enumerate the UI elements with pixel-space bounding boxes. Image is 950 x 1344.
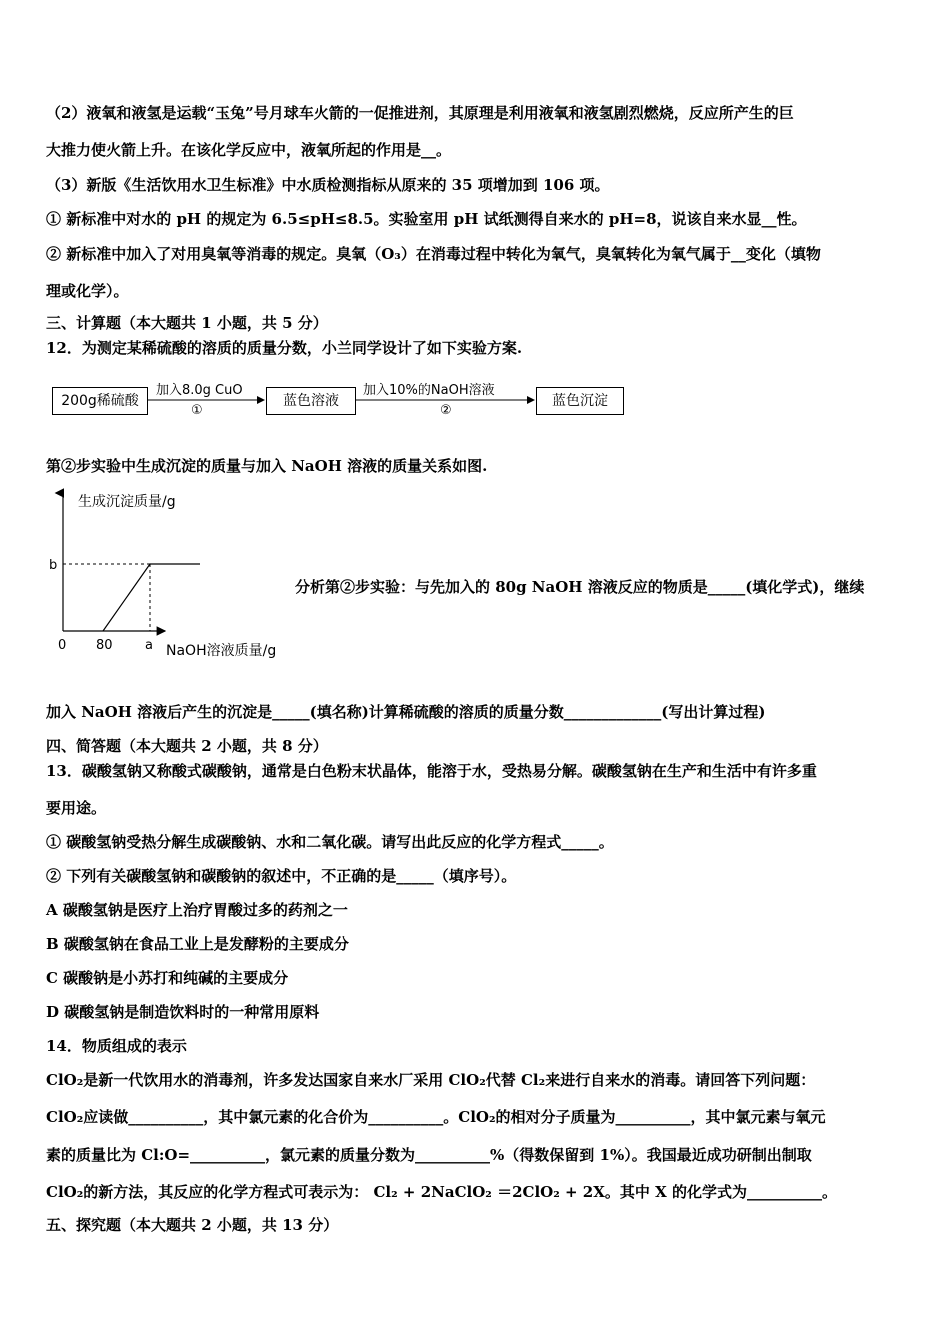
text-line: ClO₂的新方法，其反应的化学方程式可表示为： Cl₂ + 2NaClO₂ ＝2ClO₂ + 2X。其中 X 的化学式为__________。 — [46, 1183, 837, 1201]
x-tick-80: 80 — [96, 638, 113, 653]
text-line: 第②步实验中生成沉淀的质量与加入 NaOH 溶液的质量关系如图. — [46, 457, 488, 475]
x-tick-0: 0 — [58, 638, 67, 653]
flow-arrow2-step: ② — [440, 403, 452, 418]
question-stem: 14．物质组成的表示 — [46, 1037, 187, 1055]
option-c: C 碳酸钠是小苏打和纯碱的主要成分 — [46, 969, 289, 987]
text-line: 分析第②步实验：与先加入的 80g NaOH 溶液反应的物质是_____(填化学式)，继续 — [295, 578, 865, 596]
flow-arrow2-label: 加入10%的NaOH溶液 — [363, 383, 495, 398]
precipitate-chart — [40, 485, 300, 665]
text-line: ② 新标准中加入了对用臭氧等消毒的规定。臭氧（O₃）在消毒过程中转化为氧气，臭氧转化为氧气属于__变化（填物 — [46, 245, 821, 263]
y-tick-b: b — [49, 558, 58, 573]
series-line — [103, 564, 200, 631]
y-axis-label: 生成沉淀质量/g — [78, 494, 176, 510]
text-line: 素的质量比为 Cl:O=__________，氯元素的质量分数为__________%（得数保留到 1%）。我国最近成功研制出制取 — [46, 1146, 812, 1164]
question-stem: 12．为测定某稀硫酸的溶质的质量分数，小兰同学设计了如下实验方案. — [46, 339, 523, 357]
option-b: B 碳酸氢钠在食品工业上是发酵粉的主要成分 — [46, 935, 349, 953]
text-line: ClO₂应读做__________，其中氯元素的化合价为__________。ClO₂的相对分子质量为__________，其中氯元素与氧元 — [46, 1108, 826, 1126]
question-stem: 13．碳酸氢钠又称酸式碳酸钠，通常是白色粉末状晶体，能溶于水，受热易分解。碳酸氢钠在生产和生活中有许多重 — [46, 762, 817, 780]
option-d: D 碳酸氢钠是制造饮料时的一种常用原料 — [46, 1003, 320, 1021]
text-line: ② 下列有关碳酸氢钠和碳酸钠的叙述中，不正确的是_____（填序号）。 — [46, 867, 517, 885]
flow-box-dilute-acid: 200g稀硫酸 — [52, 387, 148, 415]
x-axis-label: NaOH溶液质量/g — [166, 643, 277, 659]
x-tick-a: a — [145, 638, 153, 653]
section-heading: 三、计算题（本大题共 1 小题，共 5 分） — [46, 314, 328, 332]
text-line: （2）液氧和液氢是运载“玉兔”号月球车火箭的一促推进剂，其原理是利用液氧和液氢剧烈燃烧，反应所产生的巨 — [46, 104, 794, 122]
text-line: ① 新标准中对水的 pH 的规定为 6.5≤pH≤8.5。实验室用 pH 试纸测得自来水的 pH=8，说该自来水显__性。 — [46, 210, 807, 228]
text-line: 理或化学）。 — [46, 282, 129, 300]
text-line: ClO₂是新一代饮用水的消毒剂，许多发达国家自来水厂采用 ClO₂代替 Cl₂来进行自来水的消毒。请回答下列问题： — [46, 1071, 816, 1089]
section-heading: 四、简答题（本大题共 2 小题，共 8 分） — [46, 737, 328, 755]
text-line: 大推力使火箭上升。在该化学反应中，液氧所起的作用是__。 — [46, 141, 452, 159]
section-heading: 五、探究题（本大题共 2 小题，共 13 分） — [46, 1216, 339, 1234]
flow-box-blue-solution: 蓝色溶液 — [266, 387, 356, 415]
text-line: （3）新版《生活饮用水卫生标准》中水质检测指标从原来的 35 项增加到 106 项。 — [46, 176, 610, 194]
flow-arrows — [0, 0, 950, 440]
text-line: ① 碳酸氢钠受热分解生成碳酸钠、水和二氧化碳。请写出此反应的化学方程式_____。 — [46, 833, 614, 851]
text-line: 要用途。 — [46, 799, 107, 817]
flow-box-blue-precipitate: 蓝色沉淀 — [536, 387, 624, 415]
option-a: A 碳酸氢钠是医疗上治疗胃酸过多的药剂之一 — [46, 901, 348, 919]
text-line: 加入 NaOH 溶液后产生的沉淀是_____(填名称)计算稀硫酸的溶质的质量分数_____________(写出计算过程) — [46, 703, 766, 721]
flow-arrow1-step: ① — [191, 403, 203, 418]
flow-arrow1-label: 加入8.0g CuO — [156, 383, 243, 398]
